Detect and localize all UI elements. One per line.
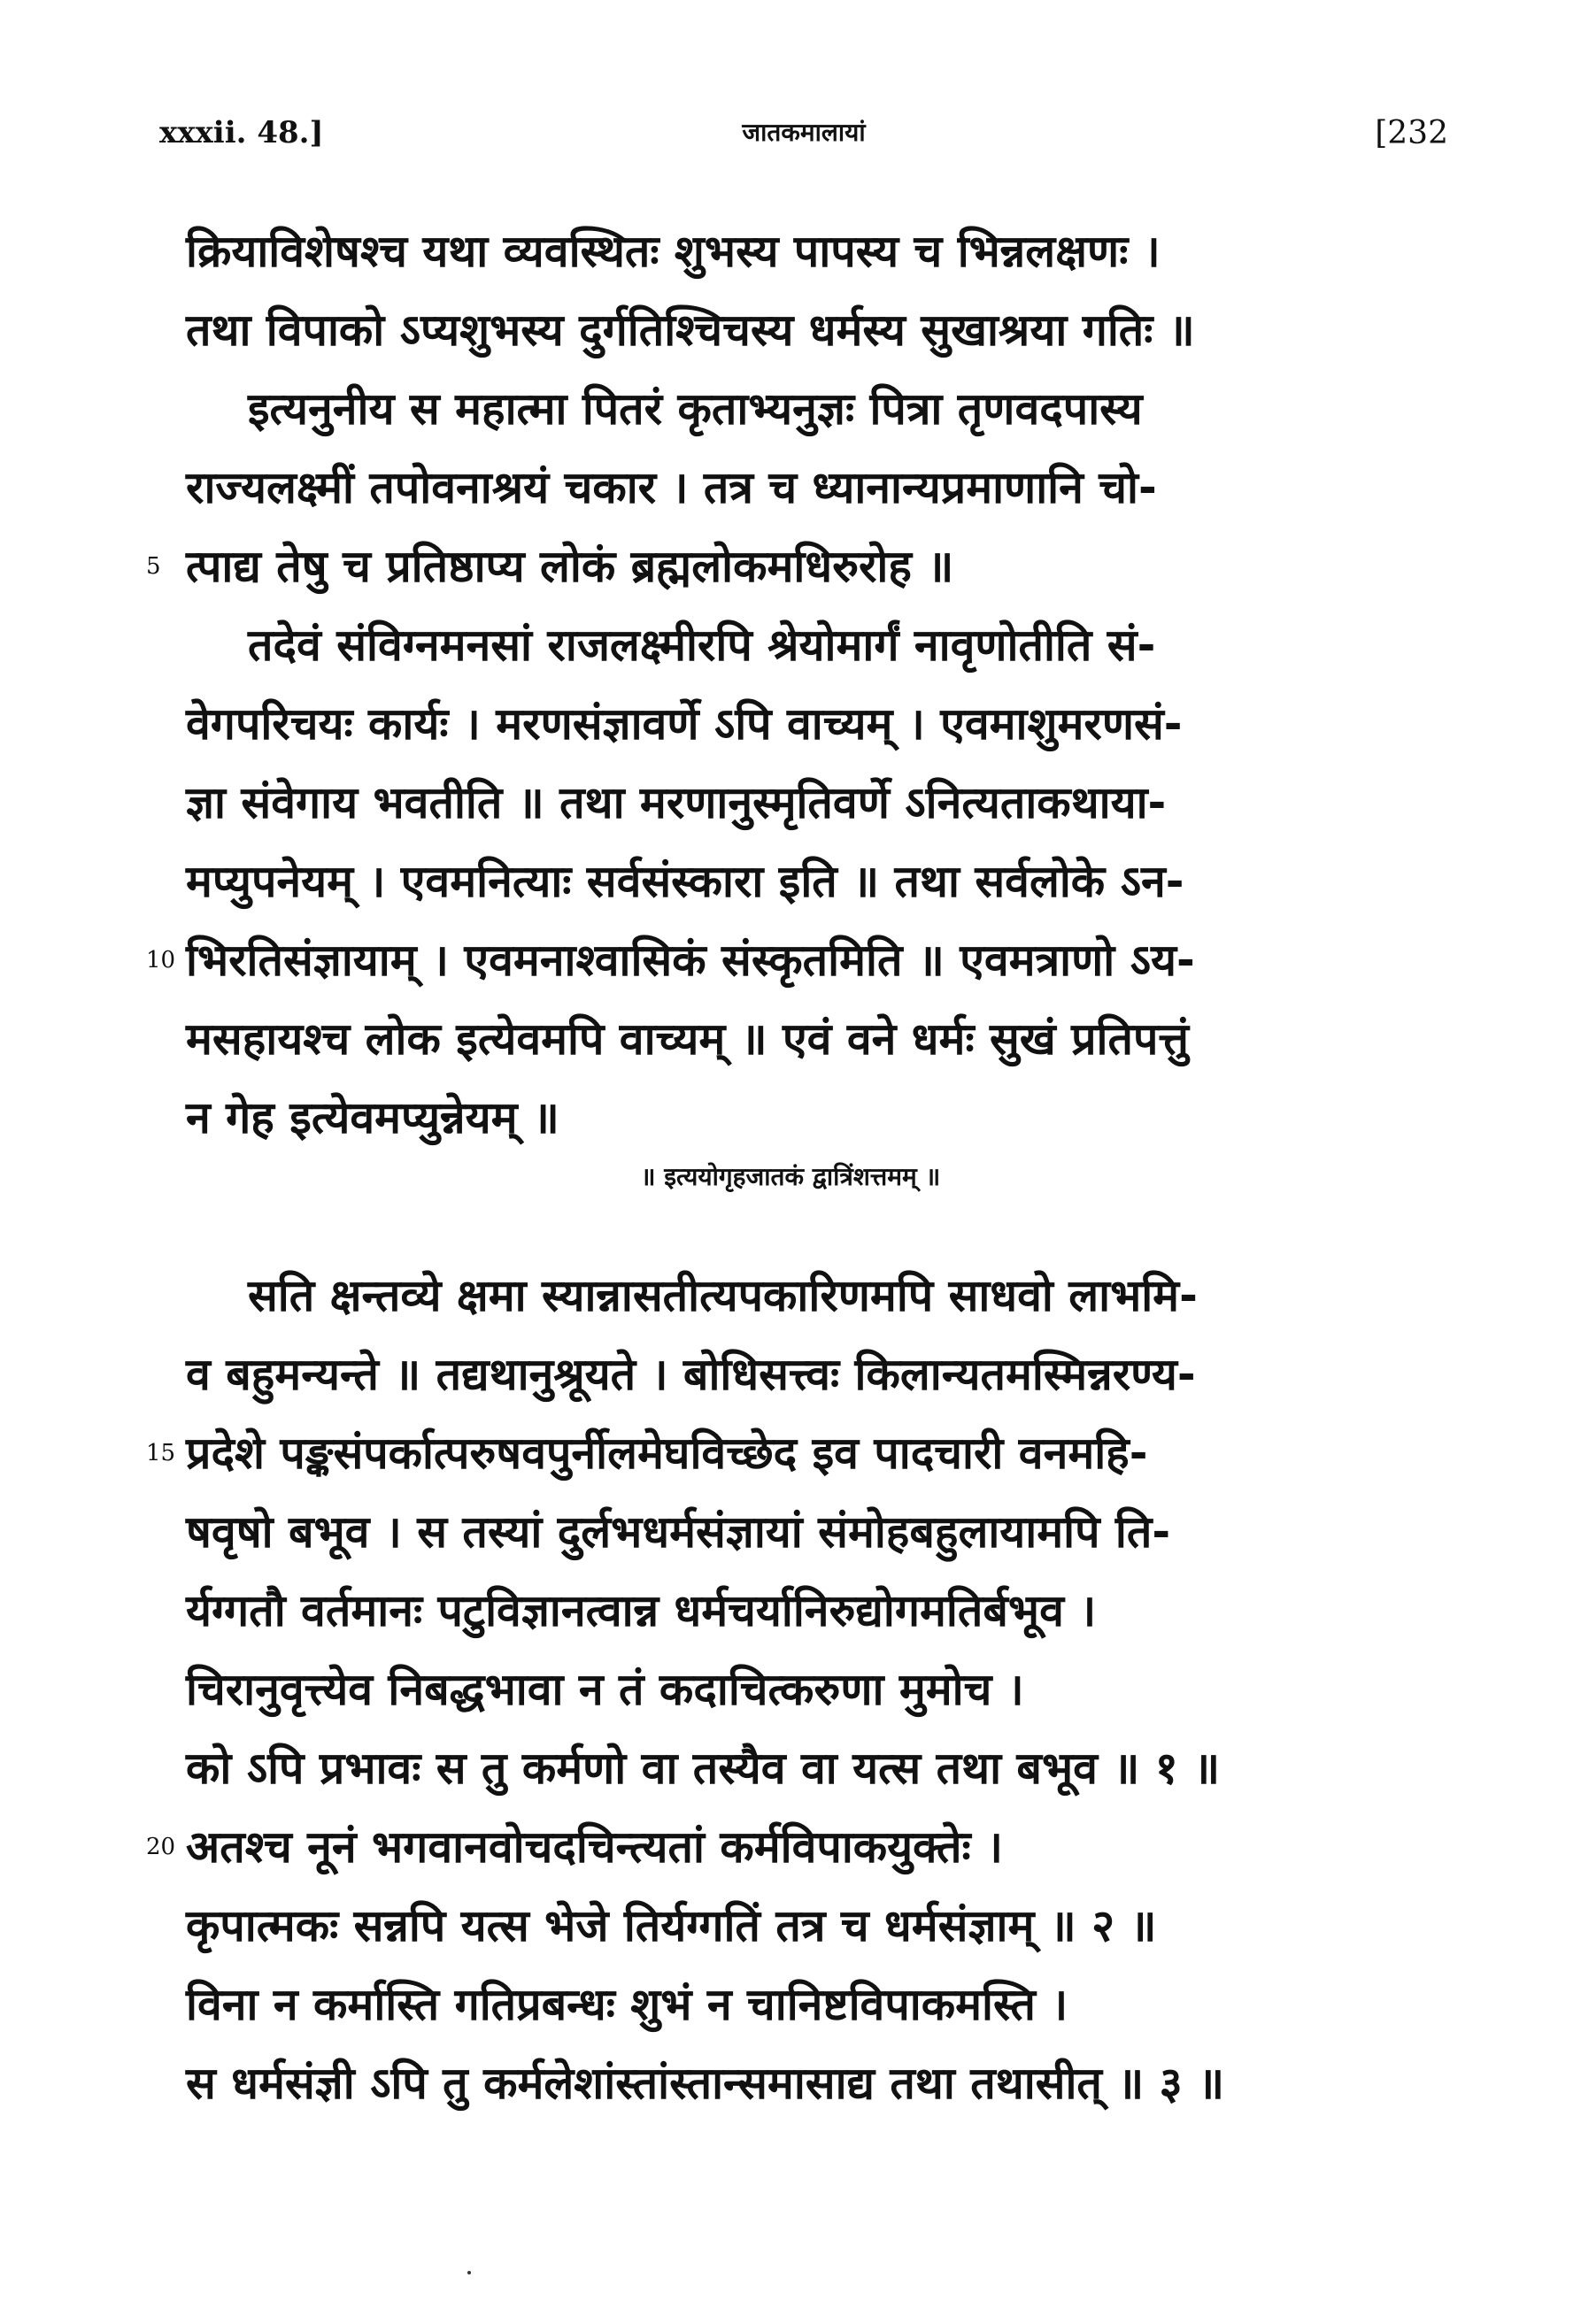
line-text: प्रदेशे पङ्कसंपर्कात्परुषवपुर्नीलमेघविच्छेद इव पादचारी वनमहि- <box>186 1427 1148 1479</box>
line-text: तदेवं संविग्नमनसां राजलक्ष्मीरपि श्रेयोमार्गं नावृणोतीति सं- <box>248 619 1156 671</box>
chapter-colophon: ॥ इत्ययोगृहजातकं द्वात्रिंशत्तमम् ॥ <box>640 1162 941 1191</box>
text-line <box>186 685 1434 764</box>
line-number: 15 <box>146 1440 176 1466</box>
line-text: विना न कर्मास्ति गतिप्रबन्धः शुभं न चानिष्टविपाकमस्ति । <box>186 1979 1068 2030</box>
line-text: षवृषो बभूव । स तस्यां दुर्लभधर्मसंज्ञायां संमोहबहुलायामपि ति- <box>186 1506 1171 1558</box>
line-text: न गेह इत्येवमप्युन्नेयम् ॥ <box>186 1092 559 1143</box>
text-line <box>186 1335 1434 1414</box>
line-text: मसहायश्च लोक इत्येवमपि वाच्यम् ॥ एवं वने धर्मः सुखं प्रतिपत्तुं <box>186 1013 1189 1065</box>
line-text: को ऽपि प्रभावः स तु कर्मणो वा तस्यैव वा यत्स तथा बभूव ॥ १ ॥ <box>186 1743 1221 1794</box>
text-line <box>186 449 1434 527</box>
verse-line <box>146 1808 1434 1887</box>
verse-line <box>186 2044 1434 2123</box>
header-page-number: [232 <box>1375 115 1448 151</box>
text-line <box>146 1414 1434 1493</box>
text-line <box>186 1079 1434 1158</box>
line-text: त्पाद्य तेषु च प्रतिष्ठाप्य लोकं ब्रह्मलोकमधिरुरोह ॥ <box>186 541 954 592</box>
line-text: व बहुमन्यन्ते ॥ तद्यथानुश्रूयते । बोधिसत्त्वः किलान्यतमस्मिन्नरण्य- <box>186 1349 1196 1400</box>
text-line <box>186 291 1434 370</box>
line-text: र्यग्गतौ वर्तमानः पटुविज्ञानत्वान्न धर्मचर्यानिरुद्योगमतिर्बभूव । <box>186 1585 1097 1636</box>
verse-line <box>186 1887 1434 1966</box>
text-line <box>146 921 1434 1000</box>
text-line <box>186 1493 1434 1572</box>
line-text: सति क्षन्तव्ये क्षमा स्यान्नासतीत्यपकारिणमपि साधवो लाभमि- <box>248 1270 1198 1321</box>
prose-section-1 <box>146 212 1434 1158</box>
ink-speck <box>467 2271 471 2274</box>
verse-line <box>186 1651 1434 1729</box>
running-header <box>159 115 1448 168</box>
line-text: क्रियाविशेषश्च यथा व्यवस्थितः शुभस्य पापस्य च भिन्नलक्षणः । <box>186 226 1161 277</box>
text-line <box>186 606 1434 685</box>
text-line <box>186 212 1434 291</box>
line-text: मप्युपनेयम् । एवमनित्याः सर्वसंस्कारा इति ॥ तथा सर्वलोके ऽन- <box>186 856 1184 907</box>
text-line <box>186 1572 1434 1651</box>
text-line <box>186 1000 1434 1079</box>
line-text: राज्यलक्ष्मीं तपोवनाश्रयं चकार । तत्र च ध्यानान्यप्रमाणानि चो- <box>186 462 1157 513</box>
text-line <box>186 843 1434 921</box>
line-number: 5 <box>146 553 161 580</box>
line-text: चिरानुवृत्त्येव निबद्धभावा न तं कदाचित्करुणा मुमोच । <box>186 1664 1024 1715</box>
verse-line <box>186 1966 1434 2044</box>
text-line <box>186 1257 1434 1335</box>
line-text: अतश्च नूनं भगवानवोचदचिन्त्यतां कर्मविपाकयुक्तेः । <box>186 1821 1003 1873</box>
prose-section-2 <box>146 1257 1434 2123</box>
text-line <box>186 370 1434 449</box>
text-line <box>146 527 1434 606</box>
line-text: इत्यनुनीय स महात्मा पितरं कृताभ्यनुज्ञः पित्रा तृणवदपास्य <box>248 383 1143 435</box>
line-text: तथा विपाको ऽप्यशुभस्य दुर्गतिश्चिचस्य धर्मस्य सुखाश्रया गतिः ॥ <box>186 304 1195 356</box>
line-text: स धर्मसंज्ञी ऽपि तु कर्मलेशांस्तांस्तान्समासाद्य तथा तथासीत् ॥ ३ ॥ <box>186 2058 1225 2109</box>
line-text: भिरतिसंज्ञायाम् । एवमनाश्वासिकं संस्कृतमिति ॥ एवमत्राणो ऽय- <box>186 935 1195 986</box>
line-number: 10 <box>146 947 176 973</box>
header-title: जातकमालायां <box>742 118 866 147</box>
header-verse-ref: xxxii. 48.] <box>159 115 324 150</box>
verse-line <box>186 1729 1434 1808</box>
line-text: कृपात्मकः सन्नपि यत्स भेजे तिर्यग्गतिं तत्र च धर्मसंज्ञाम् ॥ २ ॥ <box>186 1900 1157 1951</box>
line-text: वेगपरिचयः कार्यः । मरणसंज्ञावर्णे ऽपि वाच्यम् । एवमाशुमरणसं- <box>186 698 1183 750</box>
text-line <box>186 764 1434 843</box>
line-number: 20 <box>146 1834 176 1860</box>
line-text: ज्ञा संवेगाय भवतीति ॥ तथा मरणानुस्मृतिवर्णे ऽनित्यताकथाया- <box>186 777 1167 828</box>
